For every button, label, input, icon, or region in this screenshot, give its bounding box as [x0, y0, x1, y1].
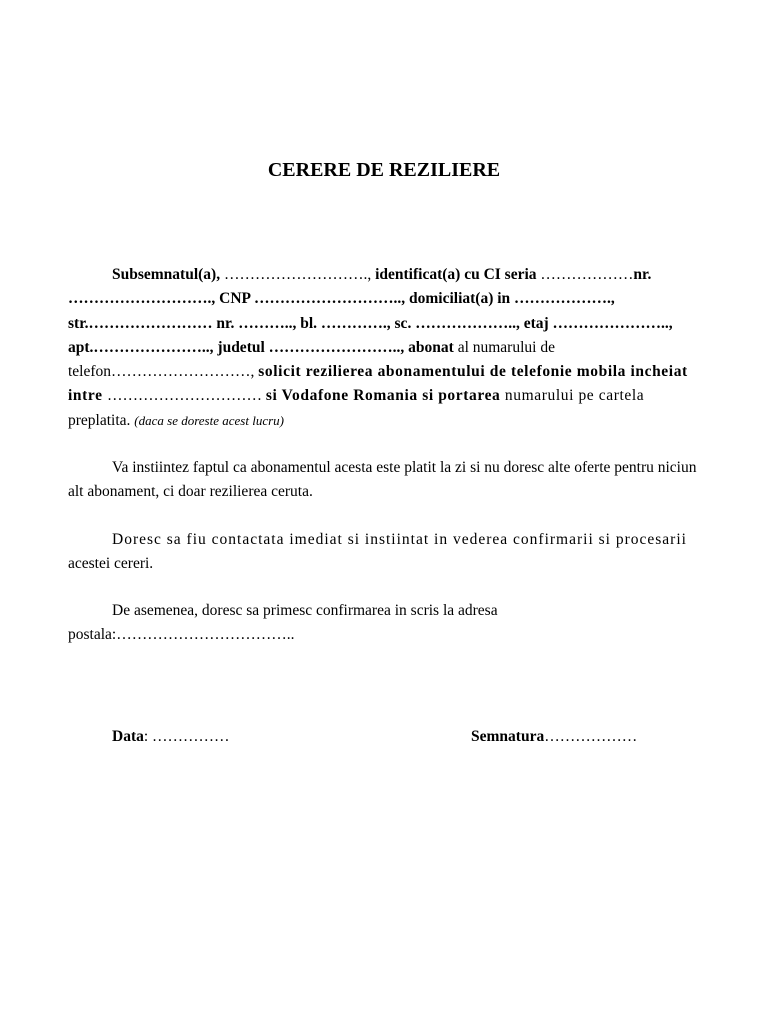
- request-paragraph: [68, 263, 706, 433]
- date-label: Data: [112, 728, 144, 745]
- phone-number-field: al numarului de telefon………………………,: [68, 338, 555, 381]
- signature-label: Semnatura: [471, 728, 545, 745]
- payment-statement-paragraph: [68, 456, 706, 505]
- postal-address-text: De asemenea, doresc sa primesc confirmarea in scris la adresa postala:……………………………..: [68, 602, 498, 644]
- termination-request-text: solicit rezilierea abonamentului de telefonie mobila incheiat intre: [68, 363, 688, 405]
- date-blank: : ……………: [143, 728, 230, 745]
- prepaid-word: preplatita.: [68, 411, 135, 429]
- payment-statement-text: Va instiintez faptul ca abonamentul acesta este platit la zi si nu doresc alte oferte pentru niciun alt abonament, ci doar rezilierea ceruta.: [68, 459, 697, 501]
- optional-note: (daca se doreste acest lucru): [134, 412, 284, 428]
- postal-address-paragraph: [68, 599, 706, 648]
- prepaid-card-text: numarului pe cartela: [504, 387, 645, 405]
- subscriber-word: abonat: [408, 338, 458, 356]
- id-series-blank: ………………: [540, 266, 634, 283]
- signature-blank: ………………: [544, 728, 638, 745]
- signature-field: [471, 725, 637, 749]
- id-number-field: nr. ……………………….,: [68, 266, 652, 308]
- id-series-label: identificat(a) cu CI seria: [375, 266, 541, 283]
- date-field: [112, 725, 230, 749]
- subscriber-label: Subsemnatul(a),: [112, 266, 224, 283]
- cnp-field: CNP ………………………..,: [219, 290, 409, 308]
- document-title: CERERE DE REZILIERE: [267, 159, 501, 181]
- contact-request-text-end: acestei cereri.: [68, 555, 154, 573]
- vodafone-portability-text: si Vodafone Romania si portarea: [265, 387, 505, 405]
- contract-holder-blank: …………………………: [107, 387, 266, 405]
- address-fields: str.…………………… nr. ……….., bl. …………., sc. ……………….., etaj ………………….., apt.………………….., judetul ……………………..,: [68, 314, 673, 356]
- contact-request-text: Doresc sa fiu contactata imediat si instiintat in vederea confirmarii si procesarii: [112, 531, 687, 548]
- residence-field: domiciliat(a) in ……………….,: [409, 290, 615, 308]
- contact-request-paragraph: [68, 528, 706, 577]
- name-blank: ……………………….,: [223, 266, 376, 283]
